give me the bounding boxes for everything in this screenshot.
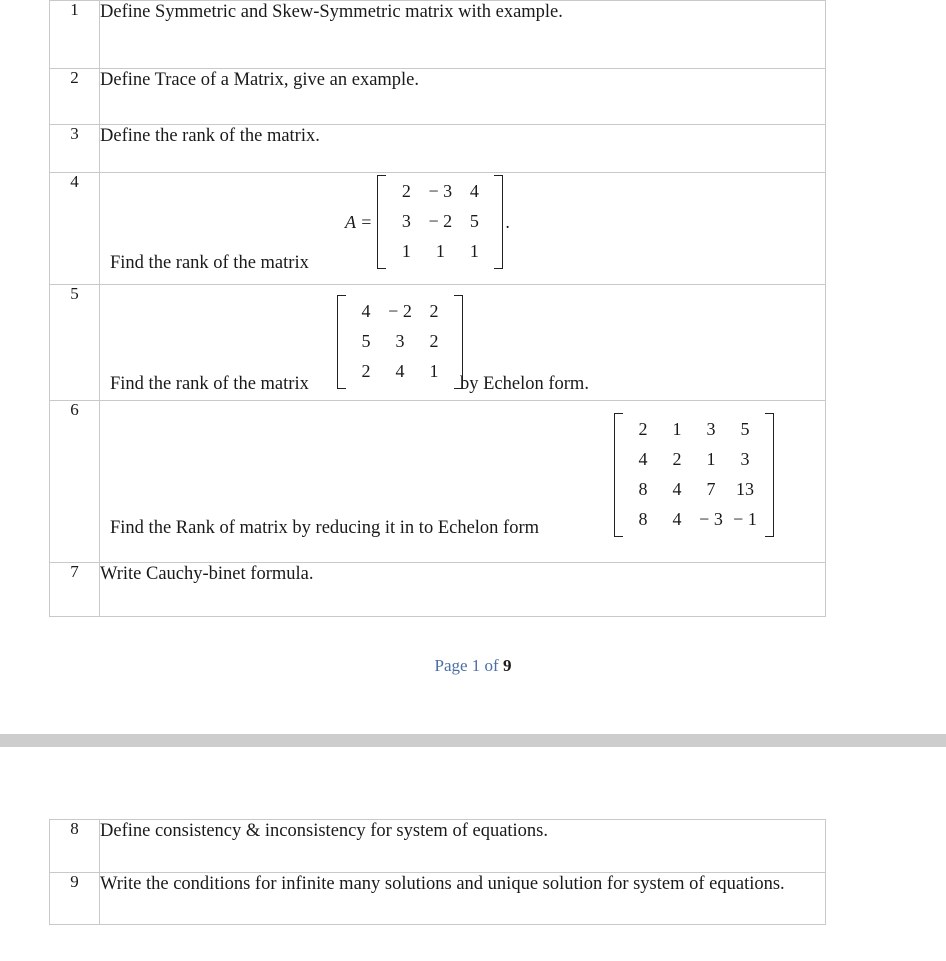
matrix-grid — [388, 175, 492, 269]
question-number-cell — [50, 173, 100, 285]
question-text: Define consistency & inconsistency for system of equations. — [100, 821, 549, 841]
page-top-spacer — [0, 747, 946, 819]
matrix-label: A = — [345, 211, 373, 232]
matrix-cell: − 1 — [733, 508, 757, 529]
matrix-cell: 1 — [435, 240, 445, 261]
matrix-cell: 8 — [638, 508, 648, 529]
table-row — [50, 820, 826, 873]
matrix-cell: 8 — [638, 478, 648, 499]
matrix-cell: 1 — [401, 240, 411, 261]
question-text: Define the rank of the matrix. — [100, 126, 320, 146]
question-number-cell — [50, 563, 100, 617]
matrix-cell: 2 — [672, 448, 682, 469]
matrix-expression — [335, 295, 465, 396]
matrix-cell: 5 — [469, 210, 479, 231]
question-text: Find the Rank of matrix by reducing it in to Echelon form — [110, 518, 540, 538]
matrix-cell: 3 — [401, 210, 411, 231]
question-table-page-one — [49, 0, 826, 617]
question-text: Define Trace of a Matrix, give an example. — [100, 70, 420, 90]
question-text: Find the rank of the matrix — [110, 253, 309, 273]
page-number-total: 9 — [502, 656, 512, 675]
matrix-cell: 4 — [361, 301, 371, 321]
matrix-cell: 5 — [740, 419, 750, 439]
question-body-cell — [100, 820, 826, 873]
table-row — [50, 69, 826, 125]
matrix-cell: 4 — [469, 181, 479, 201]
question-number: 6 — [70, 400, 79, 419]
matrix-cell: 2 — [638, 419, 648, 439]
matrix-cell: 4 — [638, 448, 648, 469]
page-break-separator — [0, 734, 946, 747]
matrix-right-bracket — [765, 413, 774, 537]
matrix-cell: − 2 — [428, 210, 453, 231]
matrix-cell: 1 — [672, 419, 682, 439]
question-number-cell — [50, 820, 100, 873]
question-number-cell — [50, 69, 100, 125]
matrix-cell: 3 — [706, 419, 716, 439]
question-number: 2 — [70, 68, 79, 87]
question-body-cell — [100, 563, 826, 617]
question-number: 5 — [70, 284, 79, 303]
matrix-cell: 1 — [429, 360, 439, 381]
question-number: 1 — [70, 0, 79, 19]
question-body-cell — [100, 401, 826, 563]
question-text: Write the conditions for infinite many solutions and unique solution for system of equations. — [100, 874, 785, 894]
matrix-row6 — [612, 413, 776, 537]
question-table-page-two — [49, 819, 826, 925]
matrix-cell: 2 — [401, 181, 411, 201]
question-body-cell — [100, 285, 826, 401]
matrix-right-bracket — [494, 175, 503, 269]
matrix-cell: 3 — [395, 330, 405, 351]
table-row — [50, 173, 826, 285]
document-page-two — [0, 819, 946, 925]
question-number-cell — [50, 873, 100, 925]
matrix-grid — [348, 295, 452, 389]
table-row — [50, 125, 826, 173]
matrix-cell: 2 — [429, 330, 439, 351]
question-body-cell — [100, 125, 826, 173]
table-row — [50, 401, 826, 563]
question-text: Define Symmetric and Skew-Symmetric matrix with example. — [100, 2, 563, 22]
matrix-cell: 13 — [736, 478, 754, 499]
question-number-cell — [50, 401, 100, 563]
question-number: 4 — [70, 172, 79, 191]
matrix-row5 — [335, 295, 465, 389]
page-number-footer — [0, 617, 946, 676]
question-body-cell — [100, 69, 826, 125]
matrix-cell: − 2 — [388, 301, 412, 321]
matrix-cell: 1 — [706, 448, 716, 469]
matrix-cell: 4 — [672, 478, 682, 499]
table-row — [50, 563, 826, 617]
matrix-expression — [612, 413, 776, 544]
matrix-cell: 7 — [706, 478, 716, 499]
matrix-cell: 4 — [395, 360, 405, 381]
question-text: Find the rank of the matrix — [110, 374, 309, 394]
matrix-expression — [345, 175, 510, 269]
question-body-cell — [100, 173, 826, 285]
matrix-row4 — [375, 175, 505, 269]
page-number-prefix: Page 1 of — [434, 656, 503, 675]
matrix-cell: − 3 — [699, 508, 723, 529]
question-number: 8 — [70, 819, 79, 838]
question-text-trailing: by Echelon form. — [460, 374, 589, 394]
page-bottom-spacer — [0, 676, 946, 734]
matrix-left-bracket — [614, 413, 623, 537]
matrix-grid — [625, 413, 763, 537]
question-number: 7 — [70, 562, 79, 581]
question-number-cell — [50, 125, 100, 173]
question-number-cell — [50, 1, 100, 69]
sentence-period: . — [505, 211, 510, 232]
question-text: Write Cauchy-binet formula. — [100, 564, 314, 584]
question-body-cell — [100, 1, 826, 69]
question-number-cell — [50, 285, 100, 401]
table-row — [50, 285, 826, 401]
question-number: 9 — [70, 872, 79, 891]
matrix-cell: 1 — [469, 240, 479, 261]
matrix-cell: 3 — [740, 448, 750, 469]
matrix-left-bracket — [337, 295, 346, 389]
matrix-left-bracket — [377, 175, 386, 269]
matrix-cell: 2 — [429, 301, 439, 321]
matrix-cell: 5 — [361, 330, 371, 351]
matrix-cell: − 3 — [428, 181, 453, 201]
question-number: 3 — [70, 124, 79, 143]
table-row — [50, 873, 826, 925]
matrix-cell: 4 — [672, 508, 682, 529]
matrix-cell: 2 — [361, 360, 371, 381]
table-row — [50, 1, 826, 69]
question-body-cell — [100, 873, 826, 925]
